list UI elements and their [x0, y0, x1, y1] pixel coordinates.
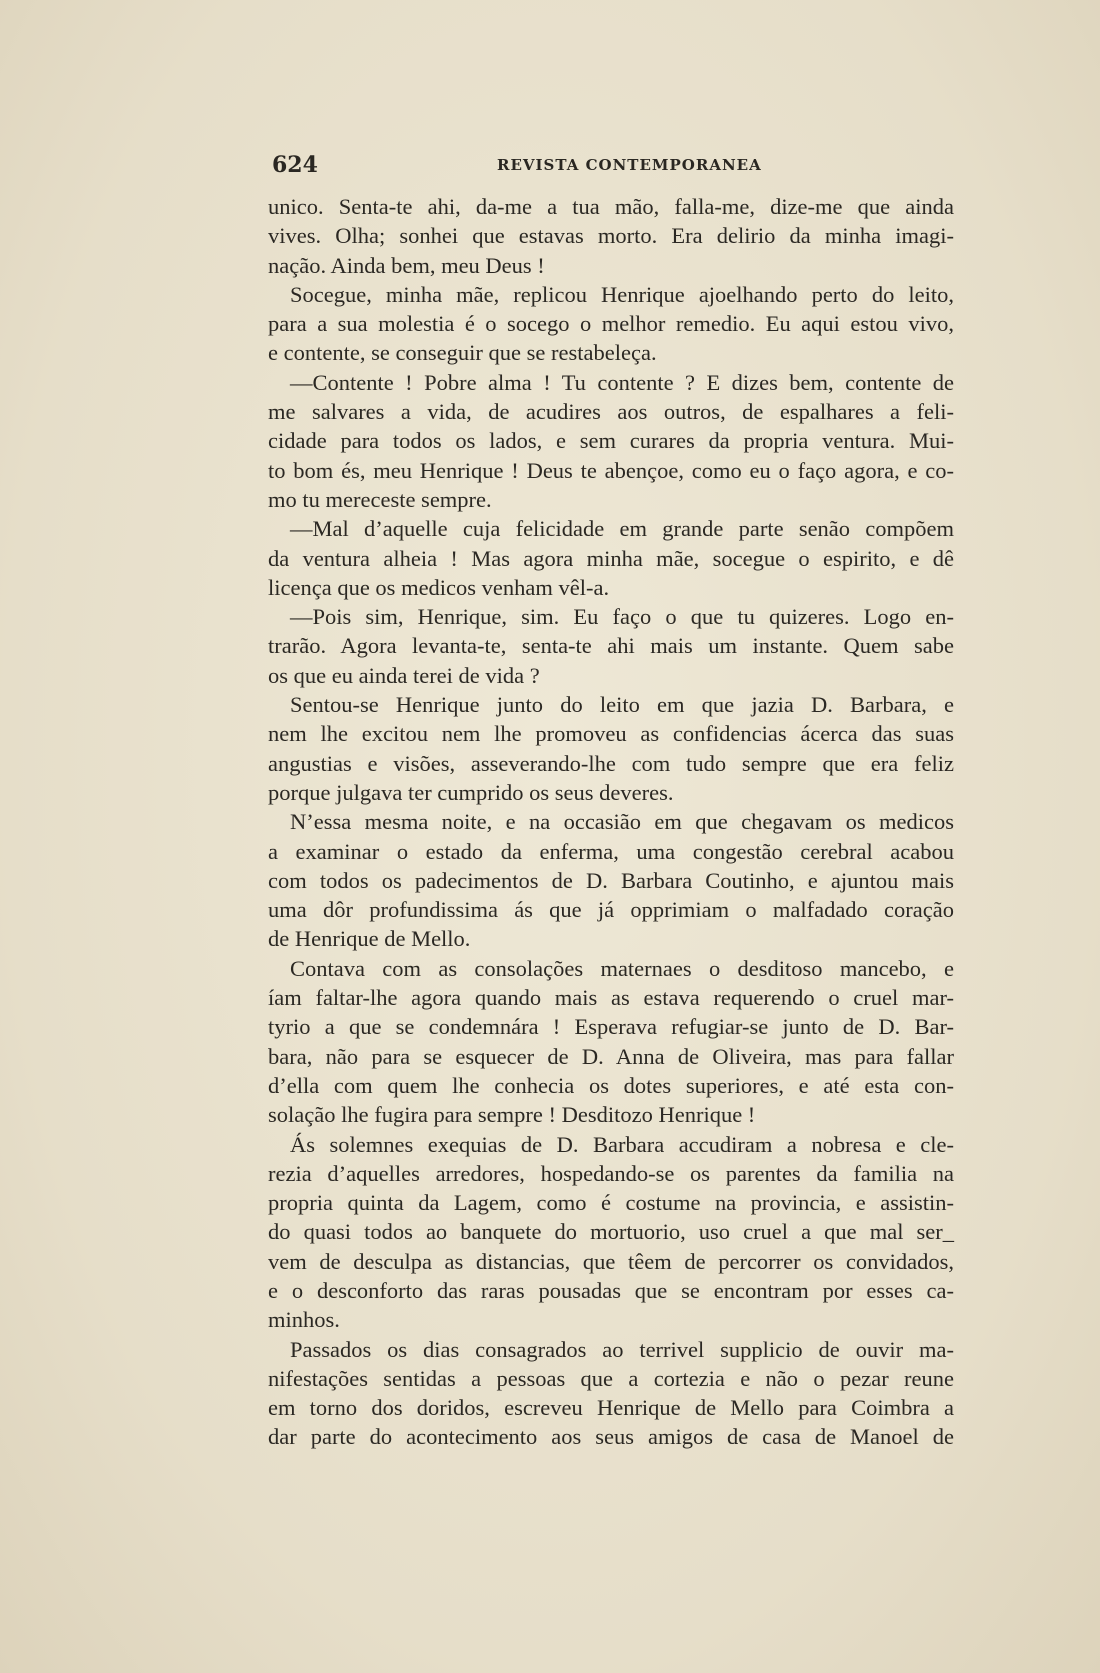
text-line: bara, não para se esquecer de D. Anna de Oliveira, mas para fallar	[268, 1043, 954, 1069]
text-line: minhos.	[268, 1307, 340, 1333]
text-line: to bom és, meu Henrique ! Deus te abençoe, como eu o faço agora, e co-	[268, 457, 954, 483]
text-line: da ventura alheia ! Mas agora minha mãe, socegue o espirito, e dê	[268, 545, 954, 571]
text-line: os que eu ainda terei de vida ?	[268, 662, 540, 688]
text-line: —Pois sim, Henrique, sim. Eu faço o que tu quizeres. Logo en-	[290, 604, 954, 630]
text-line: cidade para todos os lados, e sem curares da propria ventura. Mui-	[268, 428, 954, 454]
text-line: N’essa mesma noite, e na occasião em que chegavam os medicos	[290, 809, 954, 835]
text-line: trarão. Agora levanta-te, senta-te ahi mais um instante. Quem sabe	[268, 633, 954, 659]
running-title: REVISTA CONTEMPORANEA	[497, 156, 762, 174]
text-line: unico. Senta-te ahi, da-me a tua mão, falla-me, dize-me que ainda	[268, 194, 954, 219]
text-line: em torno dos doridos, escreveu Henrique de Mello para Coimbra a	[268, 1395, 954, 1421]
text-line: vem de desculpa as distancias, que têem de percorrer os convidados,	[268, 1248, 954, 1274]
text-line: —Mal d’aquelle cuja felicidade em grande parte senão compõem	[290, 516, 954, 542]
page-header	[272, 152, 952, 182]
text-line: do quasi todos ao banquete do mortuorio, uso cruel a que mal ser_	[268, 1219, 954, 1245]
text-line: para a sua molestia é o socego o melhor remedio. Eu aqui estou vivo,	[268, 311, 954, 337]
text-line: de Henrique de Mello.	[268, 926, 471, 952]
text-line: solação lhe fugira para sempre ! Desditozo Henrique !	[268, 1102, 756, 1128]
text-line: porque julgava ter cumprido os seus deveres.	[268, 779, 674, 805]
text-line: e contente, se conseguir que se restabeleça.	[268, 340, 657, 366]
text-line: nifestações sentidas a pessoas que a cortezia e não o pezar reune	[268, 1365, 954, 1391]
text-line: —Contente ! Pobre alma ! Tu contente ? E dizes bem, contente de	[290, 369, 954, 395]
text-line: nem lhe excitou nem lhe promoveu as confidencias ácerca das suas	[268, 721, 954, 747]
text-line: com todos os padecimentos de D. Barbara Coutinho, e ajuntou mais	[268, 867, 954, 893]
text-line: nação. Ainda bem, meu Deus !	[268, 252, 545, 278]
text-line: Sentou-se Henrique junto do leito em que jazia D. Barbara, e	[290, 692, 954, 718]
text-line: angustias e visões, asseverando-lhe com tudo sempre que era feliz	[268, 750, 954, 776]
text-line: íam faltar-lhe agora quando mais as estava requerendo o cruel mar-	[268, 985, 954, 1011]
text-line: Socegue, minha mãe, replicou Henrique ajoelhando perto do leito,	[290, 281, 954, 307]
text-line: uma dôr profundissima ás que já opprimiam o malfadado coração	[268, 897, 954, 923]
text-line: a examinar o estado da enferma, uma congestão cerebral acabou	[268, 838, 954, 864]
text-line: me salvares a vida, de acudires aos outros, de espalhares a feli-	[268, 399, 954, 425]
text-line: e o desconforto das raras pousadas que se encontram por esses ca-	[268, 1277, 954, 1303]
text-line: mo tu mereceste sempre.	[268, 486, 492, 512]
text-line: vives. Olha; sonhei que estavas morto. Era delirio da minha imagi-	[268, 223, 954, 249]
page-number: 624	[272, 152, 318, 178]
text-line: licença que os medicos venham vêl-a.	[268, 574, 610, 600]
text-line: Passados os dias consagrados ao terrivel supplicio de ouvir ma-	[290, 1336, 954, 1362]
text-line: tyrio a que se condemnára ! Esperava refugiar-se junto de D. Bar-	[268, 1014, 954, 1040]
text-line: dar parte do acontecimento aos seus amigos de casa de Manoel de	[268, 1424, 954, 1450]
body-text	[268, 192, 954, 1452]
text-line: Ás solemnes exequias de D. Barbara accudiram a nobresa e cle-	[290, 1131, 954, 1157]
text-line: Contava com as consolações maternaes o desditoso mancebo, e	[290, 955, 954, 981]
text-line: rezia d’aquelles arredores, hospedando-se os parentes da familia na	[268, 1160, 954, 1186]
text-line: propria quinta da Lagem, como é costume na provincia, e assistin-	[268, 1190, 954, 1216]
text-line: d’ella com quem lhe conhecia os dotes superiores, e até esta con-	[268, 1072, 954, 1098]
